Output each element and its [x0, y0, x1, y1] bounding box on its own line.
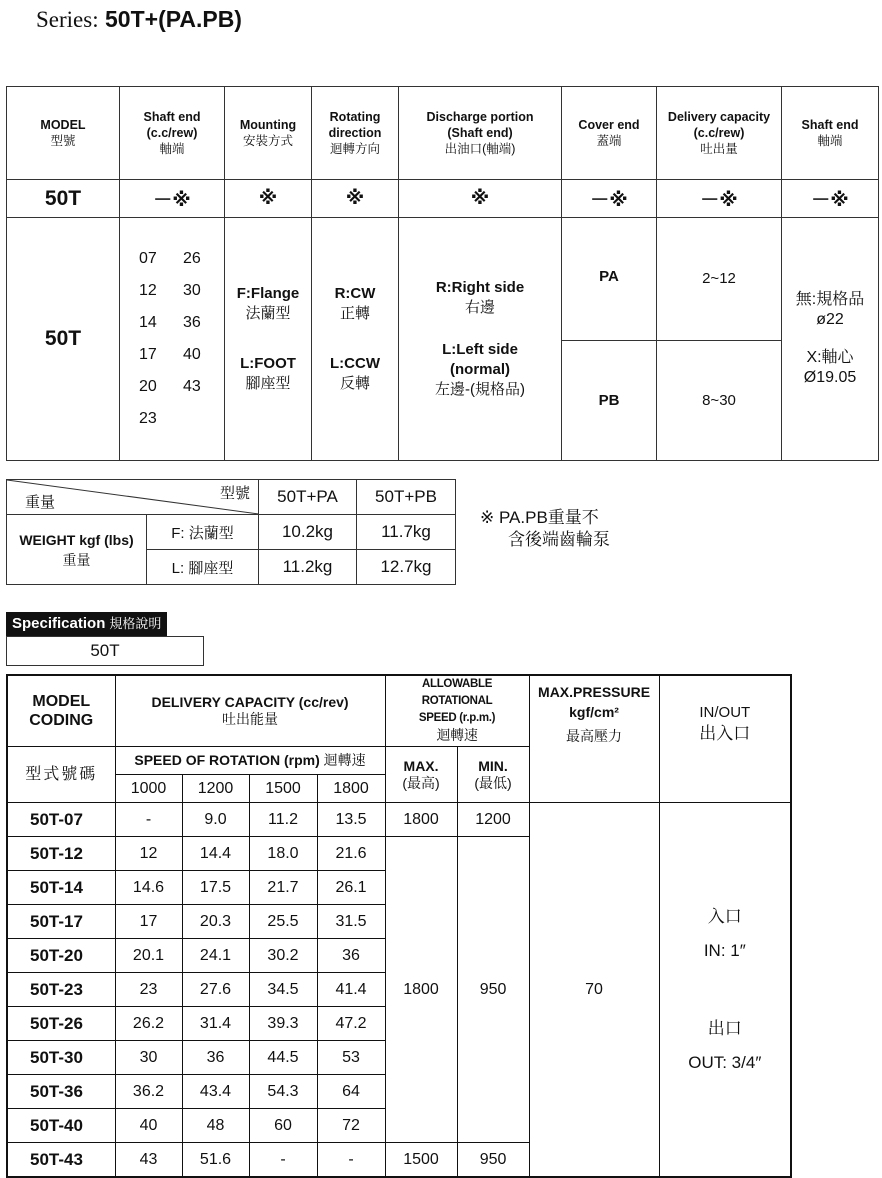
cell-text: Shaft end (c.c/rew)	[143, 110, 201, 140]
cell-text: 13.5	[317, 803, 385, 837]
cell-text: 重量	[62, 551, 91, 568]
weight-f-pa: 10.2kg	[259, 515, 357, 550]
cell-text: 21.7	[249, 871, 317, 905]
cell-text: 950	[457, 1143, 529, 1178]
cell-text: 14.4	[182, 837, 249, 871]
code-cell: ※	[225, 180, 312, 218]
cell-text: 左邊-(規格品)	[435, 381, 525, 398]
shaft-codes	[120, 218, 225, 461]
cell-text: 出油口(軸端)	[444, 142, 516, 156]
cell-text: SPEED OF ROTATION (rpm)	[134, 752, 320, 768]
cell-text: ø22	[816, 311, 844, 328]
cell-text: 50T-23	[7, 973, 115, 1007]
cell-text: Mounting	[239, 118, 297, 132]
capacity-pa	[657, 218, 782, 341]
cell-text: L:Left side	[442, 341, 518, 358]
cell-text: 50T-14	[7, 871, 115, 905]
cell-text: 右邊	[464, 299, 495, 316]
cell-text: 40	[115, 1109, 182, 1143]
hdr-model-coding: MODEL CODING	[7, 675, 115, 747]
cell-text: Cover end	[578, 118, 640, 132]
cell-text: MIN.	[478, 757, 508, 774]
cell-text: 60	[249, 1109, 317, 1143]
cell-text: 1200	[457, 803, 529, 837]
cell-text: (最低)	[474, 774, 512, 791]
corner-model: 型號	[219, 485, 250, 502]
hdr-allowable-speed	[385, 675, 529, 747]
cell-text: 30	[183, 282, 201, 299]
cell-text: (最高)	[402, 774, 440, 791]
cell-text: X:軸心	[806, 349, 854, 366]
weight-row-l: L: 腳座型	[147, 550, 259, 585]
cell-text: ALLOWABLE ROTATIONAL SPEED (r.p.m.)	[418, 678, 496, 724]
table-row	[7, 803, 791, 837]
cell-text: 50T-43	[7, 1143, 115, 1178]
shaft-end-options	[782, 218, 879, 461]
cell-text: 12	[115, 837, 182, 871]
cell-text: 34.5	[249, 973, 317, 1007]
cell-text: (normal)	[450, 361, 510, 378]
cell-text: 27.6	[182, 973, 249, 1007]
corner-weight: 重量	[25, 494, 56, 511]
cell-text: 40	[183, 346, 201, 363]
cell-text: Ø19.05	[803, 369, 857, 386]
speed-1500: 1500	[249, 775, 317, 803]
cell-text: 50T-12	[7, 837, 115, 871]
hdr-shaft-end	[120, 87, 225, 180]
cell-text: 入口	[707, 906, 742, 926]
cell-text: R:Right side	[435, 279, 525, 296]
in-out-values	[659, 803, 791, 1178]
cell-text: 2~12	[702, 270, 736, 287]
cell-text: DELIVERY CAPACITY (cc/rev)	[151, 694, 349, 710]
cell-text: 軸端	[817, 134, 843, 148]
cell-text: 18.0	[249, 837, 317, 871]
code-cell: ※	[399, 180, 562, 218]
weight-l-pb: 12.7kg	[357, 550, 456, 585]
cell-text: Specification	[12, 615, 106, 632]
cell-text: 23	[139, 410, 157, 427]
options-model: 50T	[7, 218, 120, 461]
weight-label	[7, 515, 147, 585]
cell-text: 36	[183, 314, 201, 331]
cell-text: 吐出量	[700, 142, 738, 156]
cell-text: 20.1	[115, 939, 182, 973]
cell-text: -	[317, 1143, 385, 1178]
cell-text: 43.4	[182, 1075, 249, 1109]
code-header-row	[7, 87, 879, 180]
cell-text: 型號	[50, 134, 76, 148]
cell-text: Delivery capacity (c.c/rew)	[667, 110, 771, 140]
cover-pb: PB	[562, 341, 657, 461]
cell-text: -	[249, 1143, 317, 1178]
cell-text: 蓋端	[596, 134, 622, 148]
cell-text: 36	[182, 1041, 249, 1075]
cell-text: 反轉	[339, 375, 370, 392]
speed-1200: 1200	[182, 775, 249, 803]
weight-note	[480, 507, 610, 551]
cell-text: Shaft end	[801, 118, 859, 132]
cell-text: F:Flange	[236, 285, 300, 302]
cell-text: MODEL	[40, 118, 86, 132]
cell-text: 17.5	[182, 871, 249, 905]
cell-text: 31.4	[182, 1007, 249, 1041]
cell-text: 30	[115, 1041, 182, 1075]
weight-col-pa: 50T+PA	[259, 480, 357, 515]
cell-text: Rotating direction	[328, 110, 382, 140]
code-cell: －※	[782, 180, 879, 218]
code-cell: －※	[562, 180, 657, 218]
hdr-model-zh: 型式號碼	[7, 747, 115, 803]
cell-text: R:CW	[334, 285, 376, 302]
cell-text: 31.5	[317, 905, 385, 939]
cell-text: 軸端	[159, 142, 185, 156]
cell-text: 正轉	[339, 305, 370, 322]
cell-text: 36	[317, 939, 385, 973]
options-row-top	[7, 218, 879, 341]
hdr-shaft-end-2	[782, 87, 879, 180]
series-prefix: Series:	[36, 7, 99, 32]
mounting-options	[225, 218, 312, 461]
rotation-options	[312, 218, 399, 461]
cell-text: 迴轉速	[436, 727, 478, 743]
max-pressure-value: 70	[529, 803, 659, 1178]
spec-value: 50T	[6, 636, 204, 666]
cell-text: 26.1	[317, 871, 385, 905]
cell-text: 吐出能量	[222, 711, 279, 727]
cell-text: 50T-30	[7, 1041, 115, 1075]
cell-text: 43	[183, 378, 201, 395]
cell-text: 腳座型	[245, 375, 291, 392]
cell-text: 含後端齒輪泵	[508, 530, 610, 549]
cell-text: 50T-26	[7, 1007, 115, 1041]
cell-text: 9.0	[182, 803, 249, 837]
code-cell: －※	[120, 180, 225, 218]
cell-text: 51.6	[182, 1143, 249, 1178]
series-name: 50T+(PA.PB)	[105, 6, 242, 32]
cell-text: 39.3	[249, 1007, 317, 1041]
weight-row-f: F: 法蘭型	[147, 515, 259, 550]
hdr-speed-rotation	[115, 747, 385, 775]
spec-title	[6, 612, 167, 636]
cell-text: 1800	[385, 803, 457, 837]
cell-text: 迴轉速	[323, 752, 366, 768]
cell-text: 54.3	[249, 1075, 317, 1109]
weight-f-pb: 11.7kg	[357, 515, 456, 550]
cell-text: 20.3	[182, 905, 249, 939]
speed-1800: 1800	[317, 775, 385, 803]
hdr-rotating	[312, 87, 399, 180]
cell-text: 07	[139, 250, 157, 267]
cell-text: 50T-40	[7, 1109, 115, 1143]
cell-text: 26	[183, 250, 201, 267]
mid-min-speed: 950	[457, 837, 529, 1143]
cell-text: 無:規格品	[795, 291, 865, 308]
cell-text: 36.2	[115, 1075, 182, 1109]
cell-text: Discharge portion (Shaft end)	[426, 110, 534, 140]
cell-text: 12	[139, 282, 157, 299]
cell-text: 11.2	[249, 803, 317, 837]
cell-text: 72	[317, 1109, 385, 1143]
hdr-max-pressure	[529, 675, 659, 803]
cover-pa	[562, 218, 657, 341]
cell-text: 64	[317, 1075, 385, 1109]
cell-text: 48	[182, 1109, 249, 1143]
cell-text: 30.2	[249, 939, 317, 973]
hdr-model	[7, 87, 120, 180]
cell-text: 25.5	[249, 905, 317, 939]
hdr-min	[457, 747, 529, 803]
weight-l-pa: 11.2kg	[259, 550, 357, 585]
cell-text: ※ PA.PB重量不	[480, 508, 599, 527]
cell-text: 17	[139, 346, 157, 363]
hdr-in-out	[659, 675, 791, 803]
code-cell: ※	[312, 180, 399, 218]
cell-text: IN: 1″	[703, 940, 746, 960]
speed-1000: 1000	[115, 775, 182, 803]
cell-text: 20	[139, 378, 157, 395]
cell-text: -	[115, 803, 182, 837]
cell-text: IN/OUT	[699, 704, 751, 721]
capacity-pb: 8~30	[657, 341, 782, 461]
spec-table	[6, 674, 792, 1178]
cell-text: 50T-07	[7, 803, 115, 837]
cell-text: 44.5	[249, 1041, 317, 1075]
hdr-delivery	[657, 87, 782, 180]
cell-text: 14	[139, 314, 157, 331]
cell-text: 出口	[707, 1018, 742, 1038]
cell-text: 43	[115, 1143, 182, 1178]
cell-text: 17	[115, 905, 182, 939]
cell-text: 最高壓力	[566, 728, 623, 744]
cell-text: 47.2	[317, 1007, 385, 1041]
cell-text: L:FOOT	[240, 355, 296, 372]
code-model: 50T	[7, 180, 120, 218]
weight-col-pb: 50T+PB	[357, 480, 456, 515]
hdr-cover-end	[562, 87, 657, 180]
cell-text: MAX.PRESSURE kgf/cm²	[538, 684, 651, 720]
hdr-delivery-capacity	[115, 675, 385, 747]
mid-max-speed: 1800	[385, 837, 457, 1143]
cell-text: 1500	[385, 1143, 457, 1178]
ordering-code-table	[6, 86, 879, 461]
cell-text: 26.2	[115, 1007, 182, 1041]
series-title	[36, 6, 242, 33]
weight-corner-cell	[7, 480, 259, 515]
cell-text: 規格說明	[109, 616, 162, 631]
discharge-options	[399, 218, 562, 461]
cell-text: 23	[115, 973, 182, 1007]
cell-text: 21.6	[317, 837, 385, 871]
code-row	[7, 180, 879, 218]
cell-text: 出入口	[699, 724, 751, 743]
cell-text: MAX.	[403, 757, 439, 774]
cell-text: 24.1	[182, 939, 249, 973]
cell-text: 50T-17	[7, 905, 115, 939]
hdr-max	[385, 747, 457, 803]
cell-text: 14.6	[115, 871, 182, 905]
cell-text: OUT: 3/4″	[688, 1052, 762, 1072]
cell-text: 50T-20	[7, 939, 115, 973]
cell-text: 安裝方式	[242, 134, 293, 148]
cell-text: WEIGHT kgf (lbs)	[19, 531, 134, 548]
cell-text: 41.4	[317, 973, 385, 1007]
cell-text: 53	[317, 1041, 385, 1075]
cell-text: PA	[599, 268, 619, 285]
hdr-discharge	[399, 87, 562, 180]
cell-text: 50T-36	[7, 1075, 115, 1109]
weight-table	[6, 479, 456, 585]
hdr-mounting	[225, 87, 312, 180]
code-cell: －※	[657, 180, 782, 218]
cell-text: 法蘭型	[245, 305, 291, 322]
cell-text: L:CCW	[330, 355, 380, 372]
cell-text: 迴轉方向	[329, 142, 380, 156]
